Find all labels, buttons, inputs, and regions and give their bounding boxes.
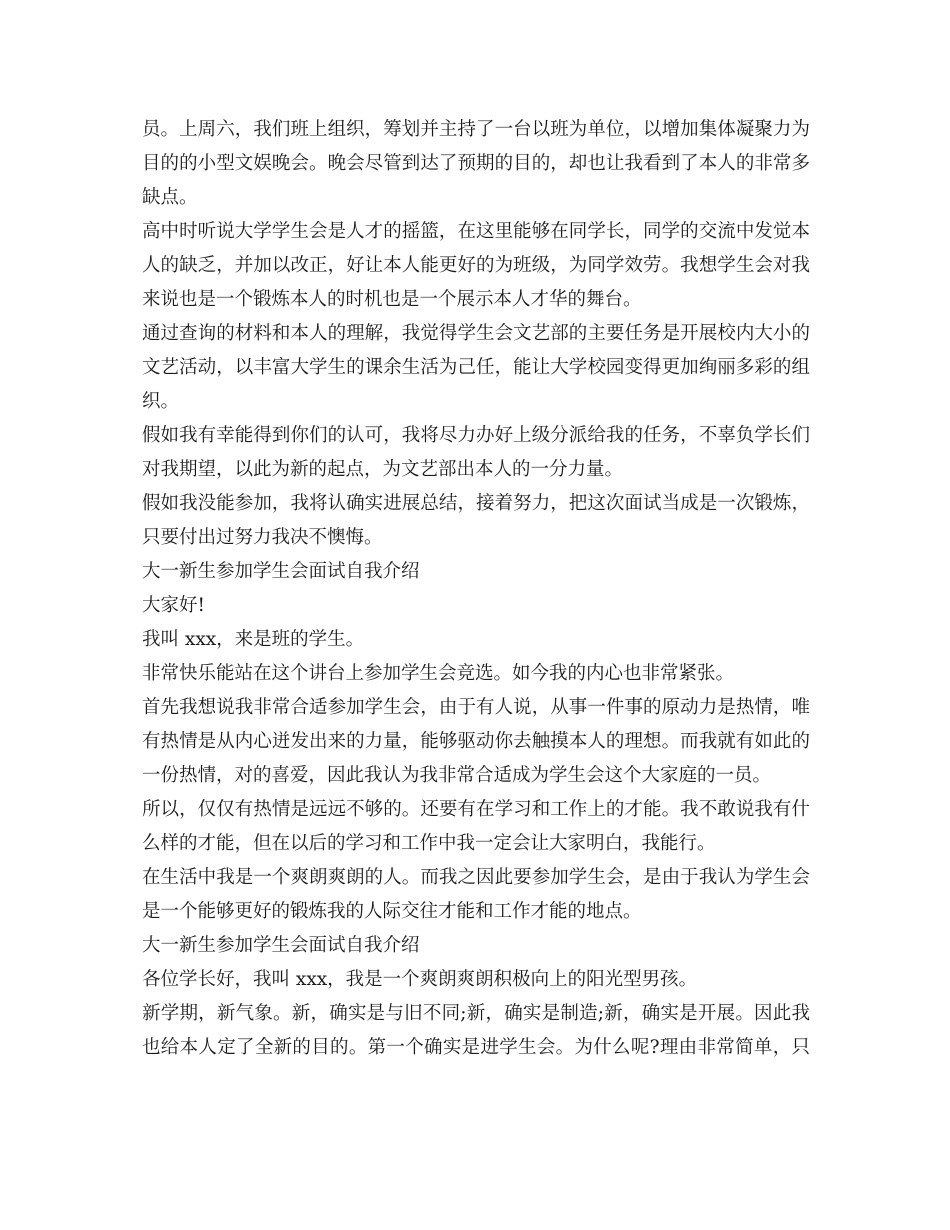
text-line: 假如我有幸能得到你们的认可，我将尽力办好上级分派给我的任务，不辜负学长们 xyxy=(142,425,810,446)
document-body xyxy=(142,113,810,1065)
text-line: 对我期望，以此为新的起点，为文艺部出本人的一分力量。 xyxy=(142,459,624,480)
text-line: 首先我想说我非常合适参加学生会，由于有人说，从事一件事的原动力是热情，唯 xyxy=(142,697,810,718)
section-heading: 大一新生参加学生会面试自我介绍 xyxy=(142,935,420,956)
text-line: 有热情是从内心迸发出来的力量，能够驱动你去触摸本人的理想。而我就有如此的 xyxy=(142,731,810,752)
text-line: 我叫 xxx，来是班的学生。 xyxy=(142,629,365,650)
text-line: 只要付出过努力我决不懊悔。 xyxy=(142,527,383,548)
text-line: 各位学长好，我叫 xxx，我是一个爽朗爽朗积极向上的阳光型男孩。 xyxy=(142,969,698,990)
text-line: 是一个能够更好的锻炼我的人际交往才能和工作才能的地点。 xyxy=(142,901,642,922)
text-line: 来说也是一个锻炼本人的时机也是一个展示本人才华的舞台。 xyxy=(142,289,642,310)
text-line: 所以，仅仅有热情是远远不够的。还要有在学习和工作上的才能。我不敢说我有什 xyxy=(142,799,810,820)
text-line: 在生活中我是一个爽朗爽朗的人。而我之因此要参加学生会，是由于我认为学生会 xyxy=(142,867,810,888)
text-line: 目的的小型文娱晚会。晚会尽管到达了预期的目的，却也让我看到了本人的非常多 xyxy=(142,153,810,174)
text-line: 新学期，新气象。新，确实是与旧不同;新，确实是制造;新，确实是开展。因此我 xyxy=(142,1003,810,1024)
text-line: 人的缺乏，并加以改正，好让本人能更好的为班级，为同学效劳。我想学生会对我 xyxy=(142,255,810,276)
text-line: 文艺活动，以丰富大学生的课余生活为己任，能让大学校园变得更加绚丽多彩的组 xyxy=(142,357,810,378)
text-line: 非常快乐能站在这个讲台上参加学生会竞选。如今我的内心也非常紧张。 xyxy=(142,663,735,684)
text-line: 通过查询的材料和本人的理解，我觉得学生会文艺部的主要任务是开展校内大小的 xyxy=(142,323,810,344)
text-line: 么样的才能，但在以后的学习和工作中我一定会让大家明白，我能行。 xyxy=(142,833,716,854)
text-line: 高中时听说大学学生会是人才的摇篮，在这里能够在同学长，同学的交流中发觉本 xyxy=(142,221,810,242)
text-line: 一份热情，对的喜爱，因此我认为我非常合适成为学生会这个大家庭的一员。 xyxy=(142,765,772,786)
text-line: 假如我没能参加，我将认确实进展总结，接着努力，把这次面试当成是一次锻炼， xyxy=(142,493,810,514)
text-line: 缺点。 xyxy=(142,187,198,208)
text-line: 织。 xyxy=(142,391,180,412)
text-line: 员。上周六，我们班上组织，筹划并主持了一台以班为单位，以增加集体凝聚力为 xyxy=(142,119,810,140)
section-heading: 大一新生参加学生会面试自我介绍 xyxy=(142,561,420,582)
text-line: 大家好! xyxy=(142,595,205,616)
text-line: 也给本人定了全新的目的。第一个确实是进学生会。为什么呢?理由非常简单，只 xyxy=(142,1037,810,1058)
